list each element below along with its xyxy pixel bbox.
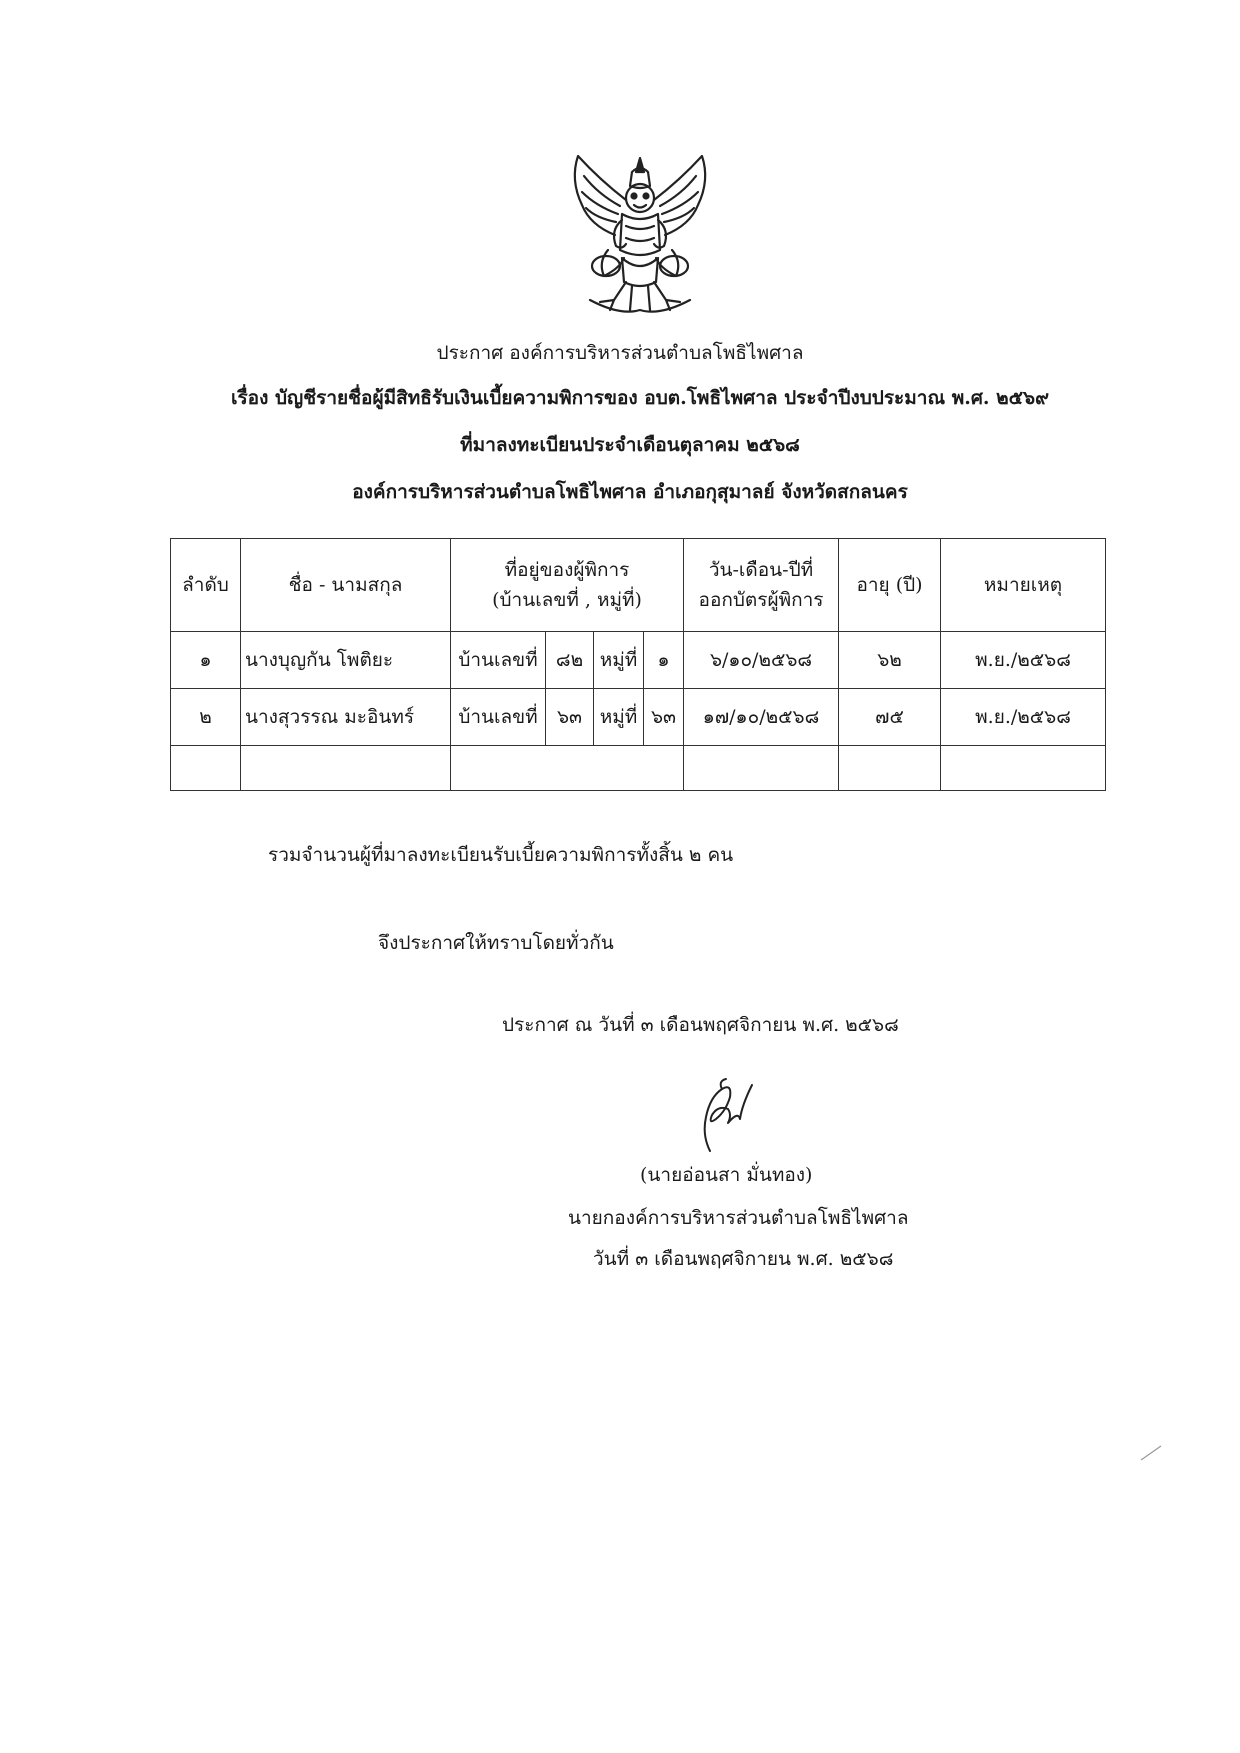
organization-location: องค์การบริหารส่วนตำบลโพธิไพศาล อำเภอกุสุมาลย์ จังหวัดสกลนคร [352,481,908,503]
signer-name: (นายอ่อนสา มั่นทอง) [640,1164,813,1186]
row-note: พ.ย./๒๕๖๘ [941,689,1106,746]
empty-cell [171,746,241,791]
empty-cell [684,746,839,791]
table-header-row [171,539,1106,632]
header-address [451,539,684,632]
handwritten-signature-icon [688,1075,758,1155]
header-date-line1: วัน-เดือน-ปีที่ [708,559,814,581]
empty-cell [241,746,451,791]
header-note: หมายเหตุ [941,539,1106,632]
header-age: อายุ (ปี) [839,539,941,632]
row-house-label: บ้านเลขที่ [451,689,546,746]
header-address-line1: ที่อยู่ของผู้พิการ [504,559,630,581]
row-house-label: บ้านเลขที่ [451,632,546,689]
row-no: ๑ [171,632,241,689]
row-card-date: ๑๗/๑๐/๒๕๖๘ [684,689,839,746]
table-row-empty [171,746,1106,791]
row-card-date: ๖/๑๐/๒๕๖๘ [684,632,839,689]
row-age: ๗๕ [839,689,941,746]
table-row [171,632,1106,689]
row-moo-no: ๑ [644,632,684,689]
row-house-no: ๘๒ [546,632,594,689]
announce-date: ประกาศ ณ วันที่ ๓ เดือนพฤศจิกายน พ.ศ. ๒๕๖๘ [502,1014,899,1036]
empty-cell [451,746,684,791]
header-date-line2: ออกบัตรผู้พิการ [698,589,824,611]
signature-date: วันที่ ๓ เดือนพฤศจิกายน พ.ศ. ๒๕๖๘ [593,1248,894,1270]
stray-pen-mark [1140,1445,1162,1461]
row-age: ๖๒ [839,632,941,689]
row-house-no: ๖๓ [546,689,594,746]
header-card-date [684,539,839,632]
garuda-emblem-icon [560,150,720,320]
row-no: ๒ [171,689,241,746]
announce-statement: จึงประกาศให้ทราบโดยทั่วกัน [378,932,614,954]
empty-cell [941,746,1106,791]
row-note: พ.ย./๒๕๖๘ [941,632,1106,689]
row-moo-label: หมู่ที่ [594,689,644,746]
table-row [171,689,1106,746]
notice-title: ประกาศ องค์การบริหารส่วนตำบลโพธิไพศาล [436,342,804,364]
notice-subject: เรื่อง บัญชีรายชื่อผู้มีสิทธิรับเงินเบี้ยความพิการของ อบต.โพธิไพศาล ประจำปีงบประมาณ พ.ศ. ๒๕๖๙ [230,387,1050,409]
row-name: นางบุญกัน โพติยะ [241,632,451,689]
row-moo-label: หมู่ที่ [594,632,644,689]
signer-position: นายกองค์การบริหารส่วนตำบลโพธิไพศาล [568,1207,909,1229]
row-moo-no: ๖๓ [644,689,684,746]
total-count: รวมจำนวนผู้ที่มาลงทะเบียนรับเบี้ยความพิการทั้งสิ้น ๒ คน [268,844,734,866]
header-no: ลำดับ [171,539,241,632]
registration-month: ที่มาลงทะเบียนประจำเดือนตุลาคม ๒๕๖๘ [460,434,800,456]
header-address-line2: (บ้านเลขที่ , หมู่ที่) [492,589,642,611]
header-name: ชื่อ - นามสกุล [241,539,451,632]
empty-cell [839,746,941,791]
row-name: นางสุวรรณ มะอินทร์ [241,689,451,746]
beneficiary-table [170,538,1106,791]
